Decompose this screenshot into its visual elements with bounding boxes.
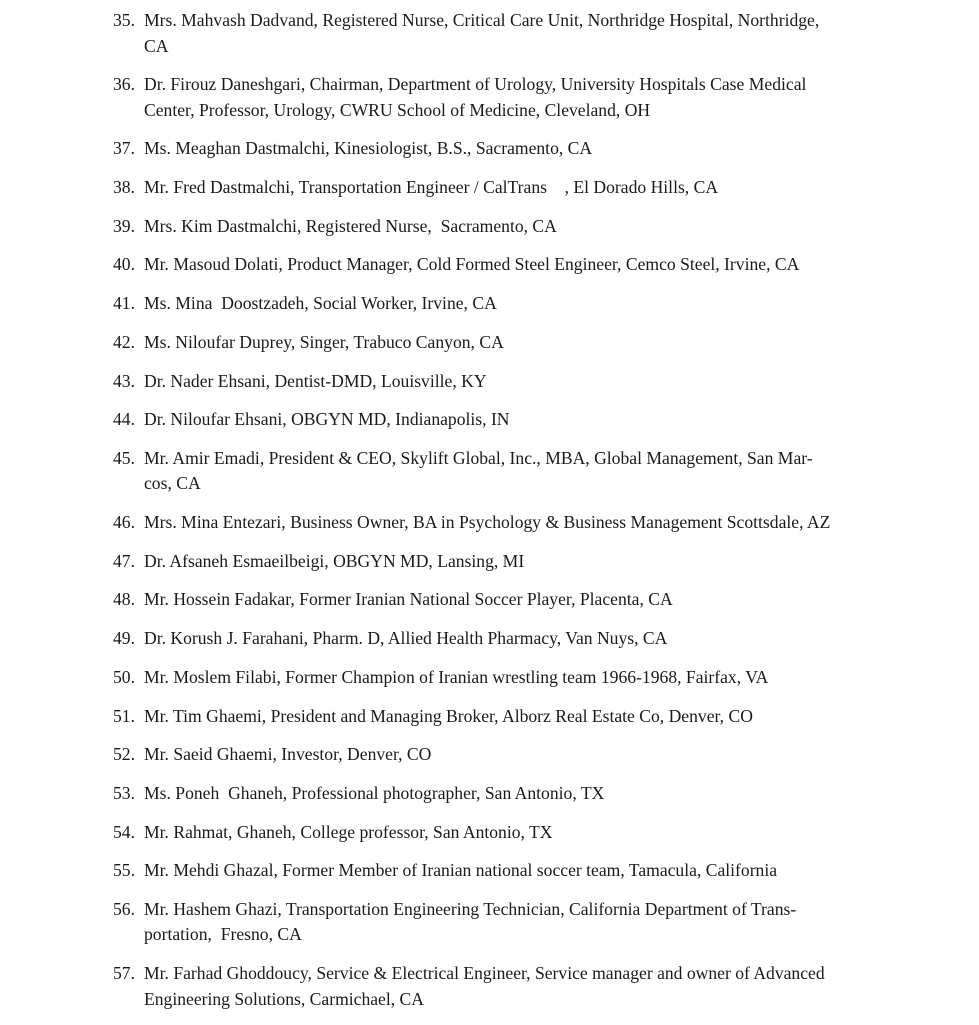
- list-item-number: 44.: [113, 409, 135, 430]
- list-item-number: 37.: [113, 138, 135, 159]
- list-item-text: [144, 136, 898, 162]
- list-item-number: 52.: [113, 744, 135, 765]
- list-item-number: 45.: [113, 447, 135, 468]
- list-item-line: Ms. Mina Doostzadeh, Social Worker, Irvine, CA: [144, 293, 497, 314]
- list-item-text: [144, 587, 898, 613]
- list-item-line: Mrs. Mahvash Dadvand, Registered Nurse, Critical Care Unit, Northridge Hospital, Northridge,: [144, 10, 820, 30]
- list-item-number: 50.: [113, 666, 135, 687]
- list-item-text: [144, 549, 898, 575]
- list-item: [113, 626, 898, 652]
- list-item-text: [144, 214, 898, 240]
- list-item-line: Mr. Fred Dastmalchi, Transportation Engineer / CalTrans , El Dorado Hills, CA: [144, 177, 719, 198]
- list-item: [113, 407, 898, 433]
- list-item-number: 46.: [113, 512, 135, 533]
- list-item-text: [144, 665, 898, 691]
- list-item-number: 42.: [113, 331, 135, 352]
- list-item-text: [144, 72, 898, 123]
- list-item-number: 38.: [113, 177, 135, 198]
- list-item-text: [144, 369, 898, 395]
- list-item: [113, 742, 898, 768]
- list-item-text: [144, 510, 898, 536]
- list-item: [113, 897, 898, 948]
- list-item-text: [144, 330, 898, 356]
- list-item-number: 51.: [113, 705, 135, 726]
- list-item-line: Mr. Farhad Ghoddoucy, Service & Electrical Engineer, Service manager and owner of Advanced: [144, 963, 825, 984]
- list-item-number: 47.: [113, 550, 135, 571]
- list-item-number: 41.: [113, 293, 135, 314]
- list-item: [113, 369, 898, 395]
- list-item-line: Mr. Amir Emadi, President & CEO, Skylift Global, Inc., MBA, Global Management, San Mar-: [144, 447, 813, 468]
- list-item-line: Dr. Nader Ehsani, Dentist-DMD, Louisville, KY: [144, 370, 487, 391]
- list-item: [113, 72, 898, 123]
- list-item-text: [144, 446, 898, 497]
- list-item-line: Engineering Solutions, Carmichael, CA: [144, 988, 424, 1009]
- list-item-text: [144, 820, 898, 846]
- list-item: [113, 252, 898, 278]
- list-item-number: 39.: [113, 215, 135, 236]
- list-item: [113, 136, 898, 162]
- list-item-text: [144, 175, 898, 201]
- list-item-number: 55.: [113, 860, 135, 881]
- list-item: [113, 820, 898, 846]
- list-item: [113, 291, 898, 317]
- list-item-number: 36.: [113, 74, 135, 95]
- list-item: [113, 549, 898, 575]
- list-item-number: 54.: [113, 821, 135, 842]
- list-item: [113, 704, 898, 730]
- list-item-number: 35.: [113, 10, 135, 30]
- list-item: [113, 330, 898, 356]
- list-item: [113, 587, 898, 613]
- list-item: [113, 858, 898, 884]
- list-item-line: Ms. Niloufar Duprey, Singer, Trabuco Canyon, CA: [144, 331, 504, 352]
- list-item-text: [144, 781, 898, 807]
- signatory-list: [113, 8, 898, 1025]
- list-item-number: 48.: [113, 589, 135, 610]
- list-item-line: Mrs. Mina Entezari, Business Owner, BA in Psychology & Business Management Scottsdale, AZ: [144, 512, 831, 533]
- list-item-line: Dr. Afsaneh Esmaeilbeigi, OBGYN MD, Lansing, MI: [144, 550, 525, 571]
- list-item-text: [144, 291, 898, 317]
- list-item: [113, 8, 898, 59]
- list-item: [113, 510, 898, 536]
- list-item-line: Mr. Rahmat, Ghaneh, College professor, San Antonio, TX: [144, 821, 553, 842]
- list-item-line: cos, CA: [144, 473, 201, 494]
- list-item: [113, 175, 898, 201]
- list-item-number: 40.: [113, 254, 135, 275]
- list-item-text: [144, 897, 898, 948]
- list-item-text: [144, 626, 898, 652]
- list-item-number: 57.: [113, 963, 135, 984]
- list-item-line: CA: [144, 35, 169, 56]
- list-item-text: [144, 961, 898, 1012]
- list-item-text: [144, 742, 898, 768]
- list-item-number: 53.: [113, 782, 135, 803]
- list-item-text: [144, 858, 898, 884]
- list-item-number: 56.: [113, 898, 135, 919]
- list-item-line: Mr. Tim Ghaemi, President and Managing Broker, Alborz Real Estate Co, Denver, CO: [144, 705, 753, 726]
- list-item-line: Mr. Moslem Filabi, Former Champion of Iranian wrestling team 1966-1968, Fairfax, VA: [144, 666, 769, 687]
- list-item-text: [144, 407, 898, 433]
- list-item-text: [144, 704, 898, 730]
- list-item: [113, 665, 898, 691]
- list-item-line: portation, Fresno, CA: [144, 924, 302, 945]
- list-item-line: Mr. Hashem Ghazi, Transportation Engineering Technician, California Department of Trans-: [144, 898, 797, 919]
- list-item-line: Mr. Hossein Fadakar, Former Iranian National Soccer Player, Placenta, CA: [144, 589, 673, 610]
- list-item-line: Center, Professor, Urology, CWRU School of Medicine, Cleveland, OH: [144, 99, 651, 120]
- list-item-line: Dr. Niloufar Ehsani, OBGYN MD, Indianapolis, IN: [144, 409, 510, 430]
- list-item-text: [144, 8, 898, 59]
- list-item-line: Mrs. Kim Dastmalchi, Registered Nurse, Sacramento, CA: [144, 215, 557, 236]
- list-item-line: Mr. Masoud Dolati, Product Manager, Cold Formed Steel Engineer, Cemco Steel, Irvine, CA: [144, 254, 800, 275]
- list-item-line: Dr. Firouz Daneshgari, Chairman, Department of Urology, University Hospitals Case Medical: [144, 74, 807, 95]
- list-item-number: 43.: [113, 370, 135, 391]
- list-item: [113, 961, 898, 1012]
- list-item-text: [144, 252, 898, 278]
- list-item: [113, 781, 898, 807]
- list-item-line: Ms. Poneh Ghaneh, Professional photographer, San Antonio, TX: [144, 782, 605, 803]
- list-item-line: Ms. Meaghan Dastmalchi, Kinesiologist, B.S., Sacramento, CA: [144, 138, 593, 159]
- list-item-line: Mr. Saeid Ghaemi, Investor, Denver, CO: [144, 744, 432, 765]
- list-item: [113, 446, 898, 497]
- list-item-number: 49.: [113, 628, 135, 649]
- list-item-line: Mr. Mehdi Ghazal, Former Member of Iranian national soccer team, Tamacula, California: [144, 860, 778, 881]
- list-item: [113, 214, 898, 240]
- list-item-line: Dr. Korush J. Farahani, Pharm. D, Allied Health Pharmacy, Van Nuys, CA: [144, 628, 668, 649]
